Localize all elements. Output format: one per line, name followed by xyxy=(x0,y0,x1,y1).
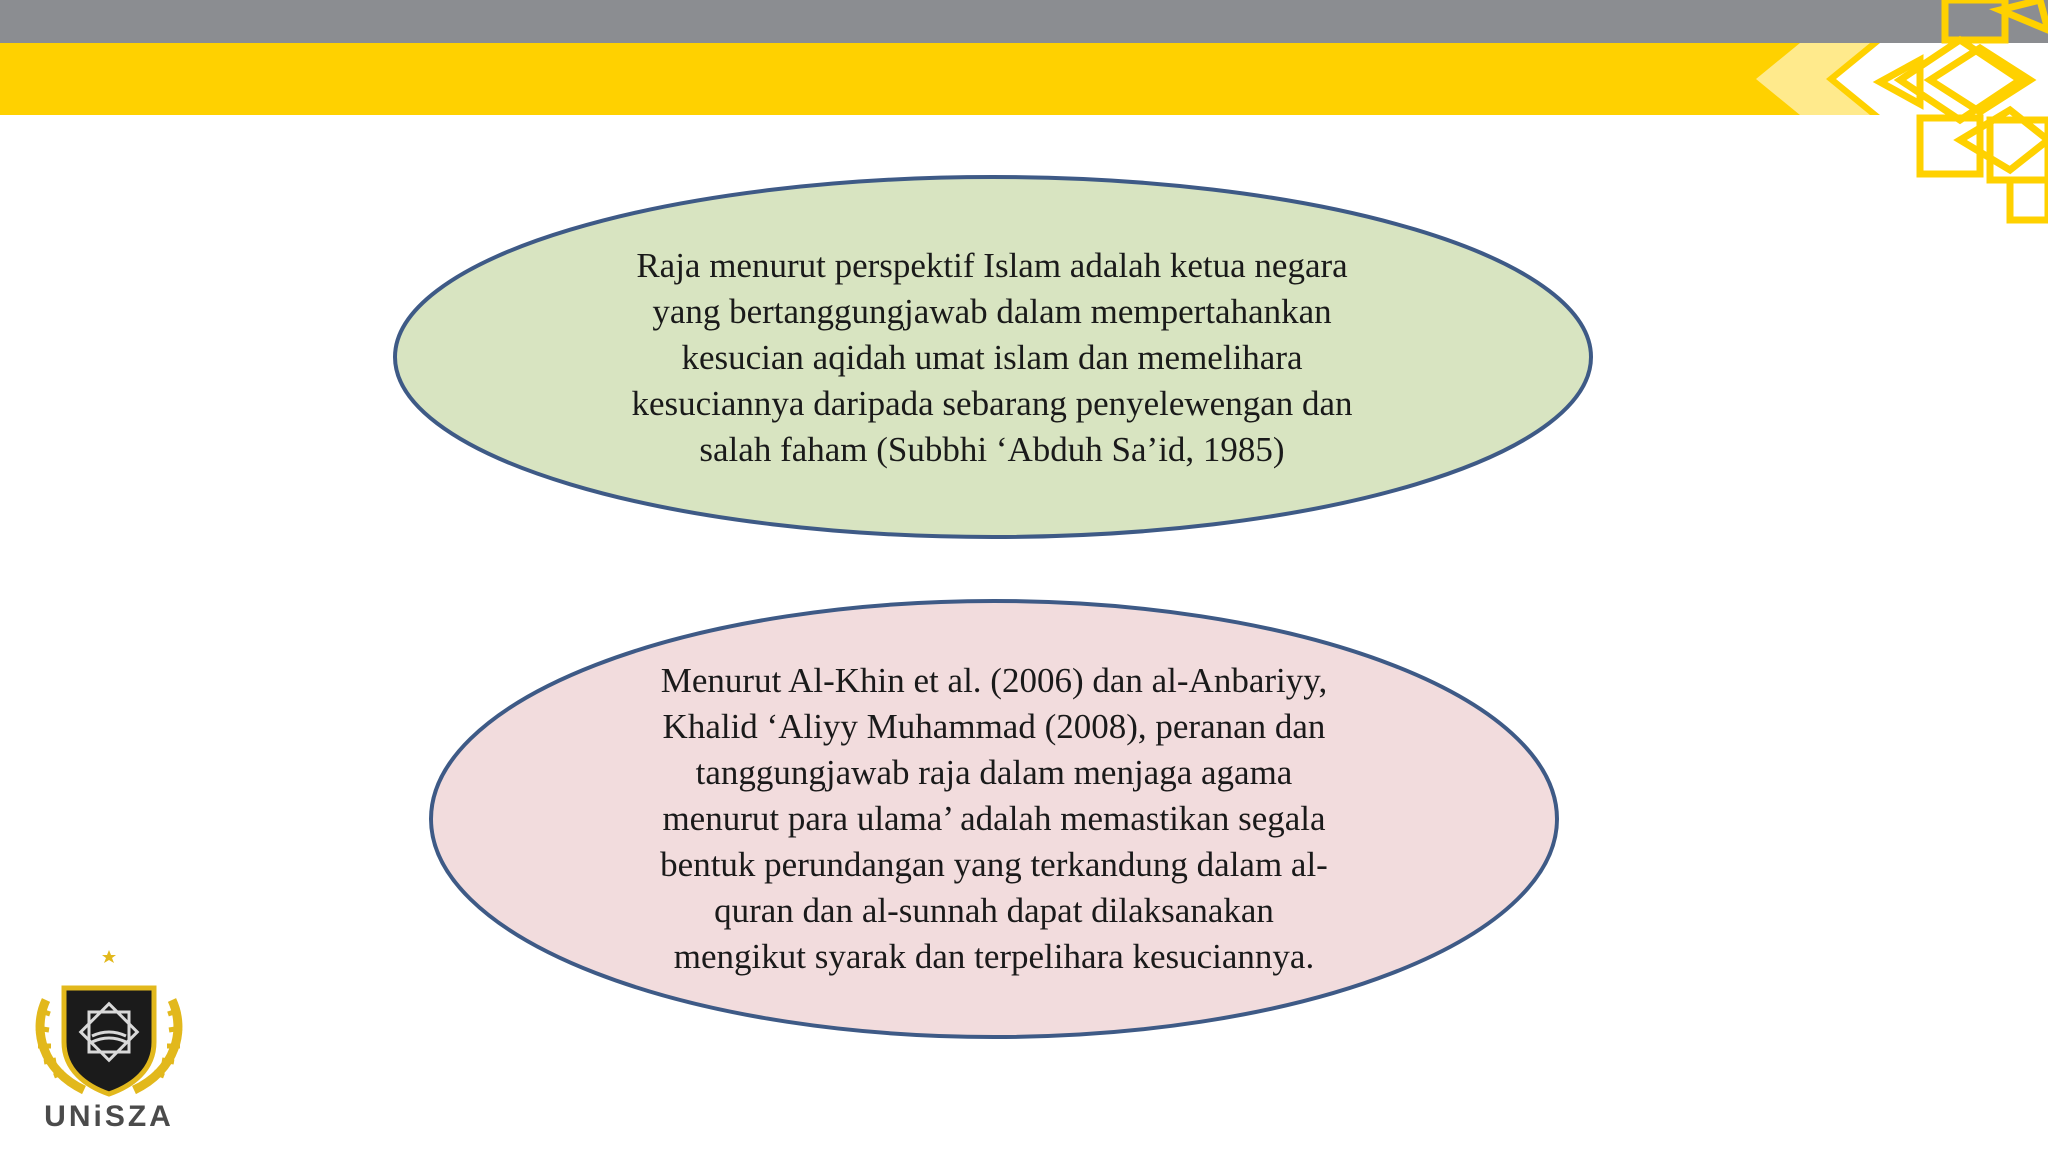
responsibility-line: tanggungjawab raja dalam menjaga agama xyxy=(695,753,1293,792)
responsibility-ellipse xyxy=(428,598,1560,1040)
definition-line: kesucian aqidah umat islam dan memelihara xyxy=(681,338,1303,377)
definition-line: Raja menurut perspektif Islam adalah ketua negara xyxy=(636,246,1348,285)
definition-line: salah faham (Subbhi ‘Abduh Sa’id, 1985) xyxy=(699,430,1285,469)
university-logo xyxy=(24,950,194,1140)
responsibility-text xyxy=(598,658,1390,980)
definition-line: kesuciannya daripada sebarang penyelewengan dan xyxy=(631,384,1353,423)
responsibility-line: Khalid ‘Aliyy Muhammad (2008), peranan dan xyxy=(662,707,1326,746)
responsibility-line: quran dan al-sunnah dapat dilaksanakan xyxy=(714,891,1274,930)
definition-text xyxy=(582,238,1402,478)
logo-wordmark: UNiSZA xyxy=(44,1100,174,1133)
header-yellow-band xyxy=(0,43,2048,115)
unisza-crest-icon xyxy=(24,950,194,1100)
definition-line: yang bertanggungjawab dalam mempertahankan xyxy=(652,292,1332,331)
responsibility-line: bentuk perundangan yang terkandung dalam al- xyxy=(660,845,1328,884)
definition-ellipse xyxy=(392,174,1594,540)
header-grey-band xyxy=(0,0,2048,43)
responsibility-line: Menurut Al-Khin et al. (2006) dan al-Anbariyy, xyxy=(660,661,1328,700)
responsibility-line: mengikut syarak dan terpelihara kesuciannya. xyxy=(673,937,1315,976)
responsibility-line: menurut para ulama’ adalah memastikan segala xyxy=(662,799,1326,838)
